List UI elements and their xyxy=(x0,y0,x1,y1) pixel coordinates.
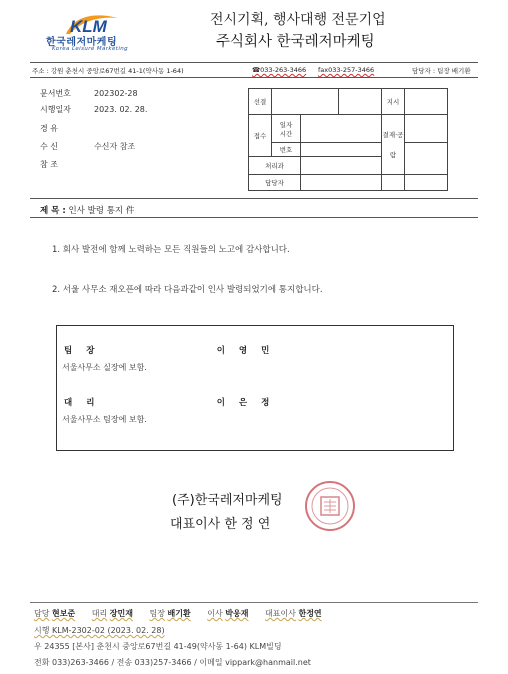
footer-role-label: 대리 xyxy=(91,609,108,618)
issue-date-row xyxy=(40,104,147,115)
assignment-2-desc: 서울사무소 팀장에 보함. xyxy=(62,415,147,424)
signature-company: (주)한국레저마케팅 xyxy=(172,493,283,508)
appr-cell-c4: 번호 xyxy=(272,143,301,157)
footer-divider xyxy=(30,602,478,603)
assignment-2-name: 이은정 xyxy=(216,398,284,408)
footer-role-label: 담당 xyxy=(34,609,50,618)
recipient-value: 수신자 참조 xyxy=(94,142,136,151)
appr-cell-blank xyxy=(382,175,405,191)
appr-cell-c5: 처리과 xyxy=(249,157,301,175)
logo-name-english: Korea Leisure Marketing xyxy=(52,46,129,52)
subject-label: 제 목 : xyxy=(40,206,66,216)
assignment-2-header xyxy=(64,396,283,408)
appr-cell-c6: 담당자 xyxy=(249,175,301,191)
recipient-row xyxy=(40,141,135,152)
appr-cell-blank xyxy=(339,89,382,115)
appr-cell-blank xyxy=(301,143,382,157)
body-paragraph-1: 1. 회사 발전에 함께 노력하는 모든 직원들의 노고에 감사합니다. xyxy=(52,245,290,255)
via-row xyxy=(40,123,94,134)
via-label: 경 유 xyxy=(40,124,58,133)
contact-address: 주소 : 강원 춘천시 중앙로67번길 41-1(약사동 1-64) xyxy=(32,67,184,75)
issue-date-value: 2023. 02. 28. xyxy=(94,105,148,114)
footer-roles xyxy=(34,608,322,619)
appr-cell-blank xyxy=(272,89,339,115)
footer-role-name: 박웅재 xyxy=(225,609,249,618)
logo-name-korean: 한국레저마케팅 xyxy=(46,37,118,48)
subject-divider-top xyxy=(30,198,478,199)
reference-label: 참 조 xyxy=(40,160,58,169)
appr-cell-blank xyxy=(405,115,448,143)
appr-cell-blank xyxy=(301,157,382,175)
company-title: 주식회사 한국레저마케팅 xyxy=(216,34,375,50)
reference-row xyxy=(40,159,94,170)
contact-phone: ☎033-263-3466 xyxy=(252,66,307,74)
body-paragraph-2: 2. 서울 사무소 재오픈에 따라 다음과같이 인사 발령되었기에 통지합니다. xyxy=(52,285,323,295)
footer-address-line: 우 24355 [본사] 춘천시 중앙로67번길 41-49(약사동 1-64) KLM빌딩 xyxy=(34,642,282,651)
doc-number-label: 문서번호 xyxy=(40,89,71,98)
appr-cell-c1: 선결 xyxy=(249,89,272,115)
appr-cell-c3: 일자 시간 xyxy=(272,115,301,143)
assignment-1-header xyxy=(64,344,283,356)
assignment-1-title: 팀장 xyxy=(64,346,109,356)
footer-role-label: 대표이사 xyxy=(265,609,296,618)
appr-cell-c8: 결재·공람 xyxy=(382,115,405,175)
appr-cell-blank xyxy=(405,175,448,191)
signature-ceo: 대표이사 한 정 연 xyxy=(170,517,271,532)
doc-number-value: 202302-28 xyxy=(94,89,138,98)
contact-manager: 담당자 : 팀장 배기환 xyxy=(412,67,471,75)
assignment-1-name: 이영민 xyxy=(216,346,284,356)
appr-cell-blank xyxy=(301,175,382,191)
header-divider xyxy=(30,62,478,63)
footer-role-label: 이사 xyxy=(207,609,223,618)
subject-text: 인사 발령 통지 件 xyxy=(68,206,135,216)
company-seal-icon xyxy=(304,480,356,532)
footer-role-name: 한정연 xyxy=(298,609,322,618)
footer-issue-line: 시행 KLM-2302-02 (2023. 02. 28) xyxy=(34,626,165,635)
recipient-label: 수 신 xyxy=(40,142,58,151)
doc-number-row xyxy=(40,88,138,99)
appr-cell-blank xyxy=(405,143,448,175)
footer-contact-line: 전화 033)263-3466 / 전송 033)257-3466 / 이메일 vippark@hanmail.net xyxy=(34,658,311,667)
appr-cell-c7: 지시 xyxy=(382,89,405,115)
header-divider-bottom xyxy=(30,77,478,78)
appr-cell-c2: 접수 xyxy=(249,115,272,157)
contact-fax: fax033-257-3466 xyxy=(318,66,375,74)
appr-cell-blank xyxy=(405,89,448,115)
issue-date-label: 시행일자 xyxy=(40,105,71,114)
logo-mark-text: KLM xyxy=(70,17,107,36)
footer-role-label: 팀장 xyxy=(149,609,165,618)
appr-cell-blank xyxy=(301,115,382,143)
assignment-1-desc: 서울사무소 실장에 보함. xyxy=(62,363,147,372)
footer-role-name: 장민재 xyxy=(109,609,133,618)
subject-line xyxy=(40,204,134,216)
footer-role-name: 배기환 xyxy=(167,609,191,618)
company-slogan: 전시기획, 행사대행 전문기업 xyxy=(210,12,386,28)
footer-role-name: 현보준 xyxy=(52,609,76,618)
approval-table xyxy=(248,88,448,191)
assignment-2-title: 대리 xyxy=(64,398,109,408)
subject-divider-bottom xyxy=(30,217,478,218)
